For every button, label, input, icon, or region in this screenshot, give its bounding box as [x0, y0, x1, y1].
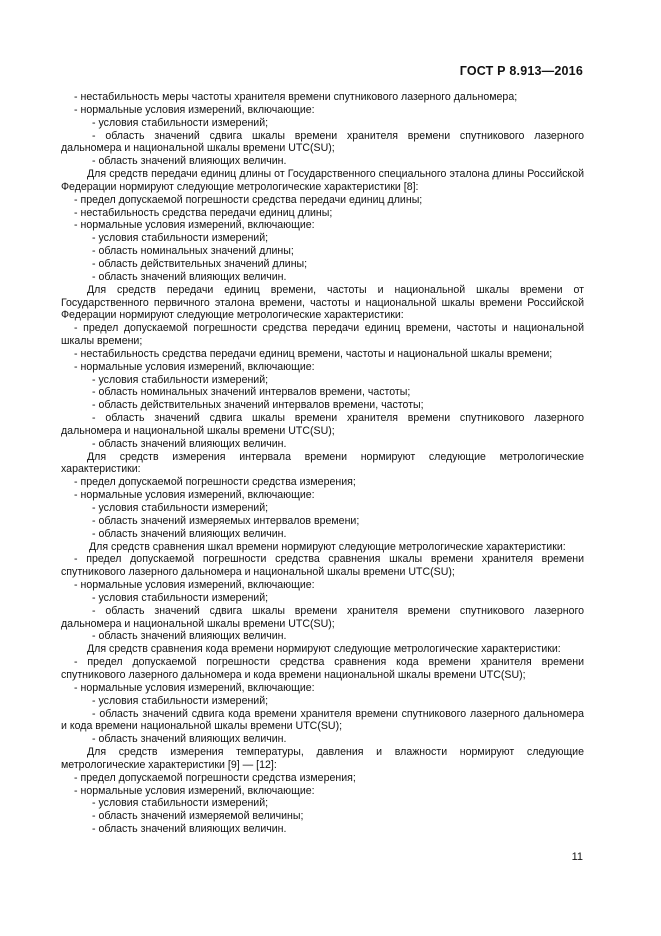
list-item: - условия стабильности измерений; — [92, 116, 269, 129]
list-item: - область значений измеряемой величины; — [92, 810, 304, 823]
list-item: - область значений влияющих величин. — [92, 270, 287, 283]
list-item: - предел допускаемой погрешности средства измерения; — [74, 476, 356, 489]
paragraph: Для средств сравнения шкал времени нормируют следующие метрологические характеристики: — [89, 540, 566, 553]
list-item: - нормальные условия измерений, включающие: — [74, 219, 315, 232]
list-item: - область значений измеряемых интервалов времени; — [92, 514, 360, 527]
list-item: - нормальные условия измерений, включающие: — [74, 579, 315, 592]
list-item: - область значений влияющих величин. — [92, 733, 287, 746]
paragraph: Для средств измерения интервала времени нормируют следующие метрологические характеристики: — [61, 450, 584, 476]
list-item: - нестабильность меры частоты хранителя времени спутникового лазерного дальномера; — [74, 91, 518, 103]
list-item: - область значений влияющих величин. — [92, 823, 287, 836]
list-item: - нормальные условия измерений, включающие: — [74, 103, 315, 116]
list-item: - условия стабильности измерений; — [92, 797, 269, 810]
paragraph: Для средств передачи единиц длины от Государственного специального эталона длины Российской Федерации нормируют следующие метрологические характеристики [8]: — [61, 168, 584, 193]
list-item: - условия стабильности измерений; — [92, 502, 269, 514]
list-item: - область значений влияющих величин. — [92, 527, 287, 540]
list-item: - нестабильность средства передачи единиц длины; — [74, 206, 333, 219]
list-item: - нормальные условия измерений, включающие: — [74, 489, 315, 502]
paragraph: Для средств передачи единиц времени, частоты и национальной шкалы времени от Государственного первичного эталона времени, частоты и национальной шкалы времени Российской Федерации нормируют следующие метрологические характеристики: — [61, 283, 584, 322]
list-item: - область значений влияющих величин. — [92, 630, 287, 643]
list-item: - область значений сдвига шкалы времени хранителя времени спутникового лазерного дальномера и национальной шкалы времени UTC(SU); — [61, 129, 584, 155]
list-item: - область значений сдвига кода времени хранителя времени спутникового лазерного дальномера и кода времени национальной шкалы времени UTC(SU); — [61, 707, 584, 733]
list-item: - предел допускаемой погрешности средства сравнения кода времени хранителя времени спутникового лазерного дальномера и кода времени национальной шкалы времени UTC(SU); — [61, 656, 584, 681]
list-item: - предел допускаемой погрешности средства сравнения шкалы времени хранителя времени спутникового лазерного дальномера и национальной шкалы времени UTC(SU); — [61, 553, 584, 579]
list-item: - условия стабильности измерений; — [92, 232, 269, 245]
list-item: - область значений сдвига шкалы времени хранителя времени спутникового лазерного дальномера и национальной шкалы времени UTC(SU); — [61, 412, 584, 437]
list-item: - область значений сдвига шкалы времени хранителя времени спутникового лазерного дальномера и национальной шкалы времени UTC(SU); — [61, 604, 584, 630]
list-item: - область значений влияющих величин. — [92, 437, 287, 450]
list-item: - нестабильность средства передачи единиц времени, частоты и национальной шкалы времени; — [74, 347, 553, 360]
list-item: - область номинальных значений интервалов времени, частоты; — [92, 386, 411, 399]
list-item: - нормальные условия измерений, включающие: — [74, 681, 315, 694]
paragraph: Для средств измерения температуры, давления и влажности нормируют следующие метрологические характеристики [9] — [12]: — [61, 746, 584, 771]
list-item: - нормальные условия измерений, включающие: — [74, 784, 315, 797]
list-item: - область действительных значений длины; — [92, 257, 308, 270]
list-item: - условия стабильности измерений; — [92, 694, 269, 707]
list-item: - область номинальных значений длины; — [92, 245, 294, 258]
list-item: - условия стабильности измерений; — [92, 591, 269, 604]
list-item: - предел допускаемой погрешности средства передачи единиц длины; — [74, 193, 423, 206]
document-body — [61, 91, 584, 836]
paragraph: Для средств сравнения кода времени нормируют следующие метрологические характеристики: — [87, 643, 561, 656]
document-code: ГОСТ Р 8.913—2016 — [459, 64, 583, 78]
page-number: 11 — [571, 851, 583, 863]
list-item: - предел допускаемой погрешности средства измерения; — [74, 771, 356, 784]
list-item: - условия стабильности измерений; — [92, 373, 269, 386]
list-item: - предел допускаемой погрешности средства передачи единиц времени, частоты и национальной шкалы времени; — [61, 322, 584, 348]
list-item: - нормальные условия измерений, включающие: — [74, 360, 315, 373]
list-item: - область значений влияющих величин. — [92, 155, 287, 168]
list-item: - область действительных значений интервалов времени, частоты; — [92, 399, 424, 412]
